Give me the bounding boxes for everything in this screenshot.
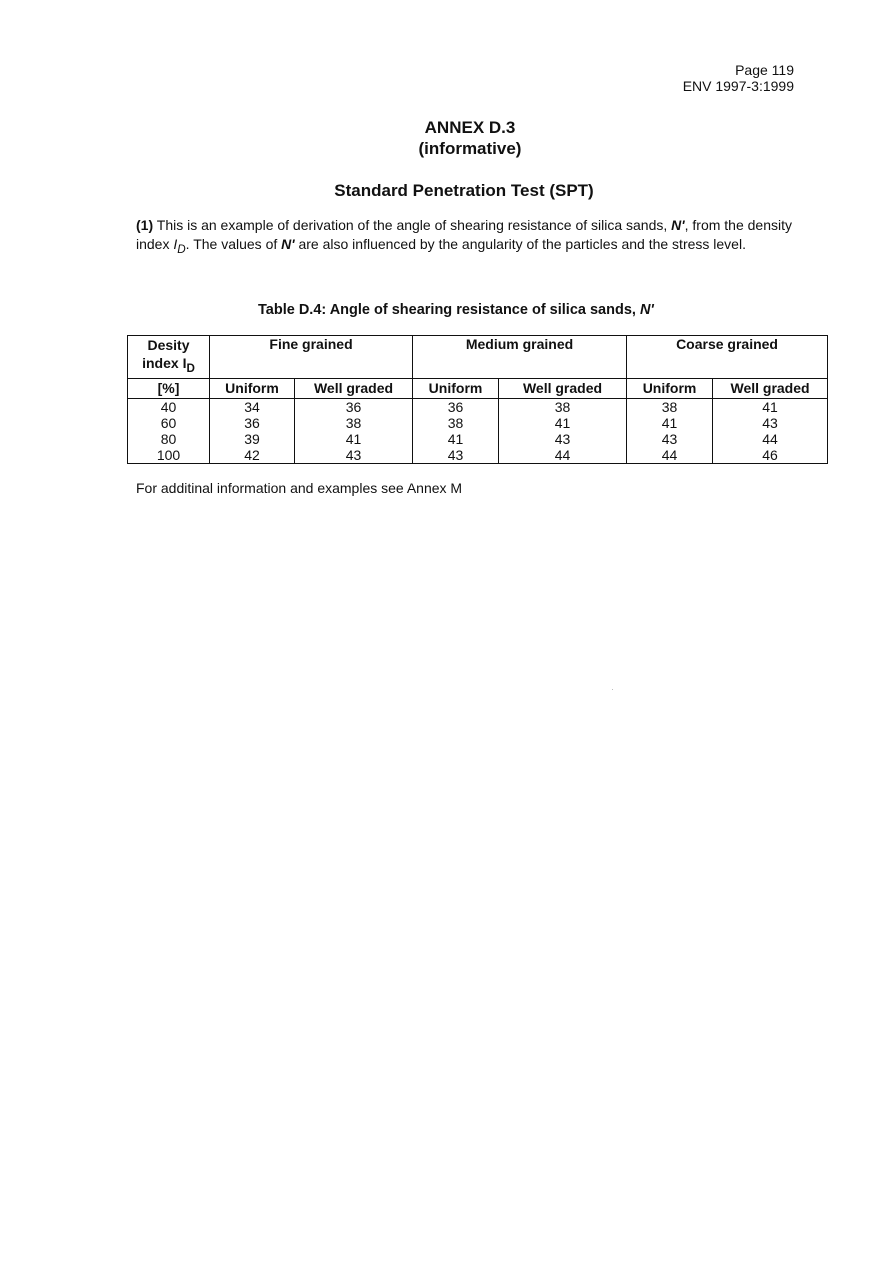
density-unit-header: [%] bbox=[128, 378, 210, 398]
density-index-symbol: I bbox=[173, 236, 178, 252]
table-caption-text: Table D.4: Angle of shearing resistance of silica sands, bbox=[258, 302, 640, 318]
table-cell: 44 bbox=[627, 447, 713, 464]
table-cell: 44 bbox=[713, 431, 828, 447]
table-cell: 39 bbox=[210, 431, 295, 447]
standard-reference: ENV 1997-3:1999 bbox=[682, 78, 794, 94]
group-header-fine: Fine grained bbox=[210, 336, 413, 379]
annex-title: ANNEX D.3 bbox=[424, 118, 516, 137]
table-cell: 34 bbox=[210, 398, 295, 415]
group-header-coarse: Coarse grained bbox=[627, 336, 828, 379]
annex-status: (informative) bbox=[418, 139, 522, 158]
subheader-medium-well-graded: Well graded bbox=[499, 378, 627, 398]
footer-note: For additinal information and examples see Annex M bbox=[136, 480, 463, 496]
table-cell: 41 bbox=[627, 415, 713, 431]
table-cell: 38 bbox=[499, 398, 627, 415]
subheader-coarse-uniform: Uniform bbox=[627, 378, 713, 398]
table-row bbox=[128, 447, 828, 464]
table-caption-phi: N' bbox=[639, 302, 654, 318]
scan-speck bbox=[612, 689, 613, 690]
table-cell: 60 bbox=[128, 415, 210, 431]
clause-number: (1) bbox=[136, 217, 154, 233]
table-cell: 43 bbox=[627, 431, 713, 447]
table-cell: 43 bbox=[295, 447, 413, 464]
table-cell: 44 bbox=[499, 447, 627, 464]
table-cell: 42 bbox=[210, 447, 295, 464]
shearing-resistance-table bbox=[127, 335, 828, 464]
intro-paragraph bbox=[136, 216, 796, 259]
table-cell: 46 bbox=[713, 447, 828, 464]
table-cell: 36 bbox=[413, 398, 499, 415]
table-row bbox=[128, 431, 828, 447]
subheader-fine-well-graded: Well graded bbox=[295, 378, 413, 398]
table-cell: 36 bbox=[210, 415, 295, 431]
intro-text-1: This is an example of derivation of the angle of shearing resistance of silica sands, bbox=[153, 217, 672, 233]
subheader-medium-uniform: Uniform bbox=[413, 378, 499, 398]
intro-text-4: are also influenced by the angularity of the particles and the stress level. bbox=[294, 236, 746, 252]
table-cell: 38 bbox=[413, 415, 499, 431]
density-index-header bbox=[128, 336, 210, 379]
phi-symbol: N' bbox=[671, 217, 685, 233]
table-row bbox=[128, 398, 828, 415]
table-cell: 40 bbox=[128, 398, 210, 415]
table-cell: 36 bbox=[295, 398, 413, 415]
page-header bbox=[683, 62, 794, 94]
table-cell: 43 bbox=[713, 415, 828, 431]
subheader-coarse-well-graded: Well graded bbox=[713, 378, 828, 398]
table-cell: 38 bbox=[295, 415, 413, 431]
section-title: Standard Penetration Test (SPT) bbox=[334, 181, 594, 200]
density-header-line2: index $I_D$ bbox=[142, 355, 195, 375]
subheader-fine-uniform: Uniform bbox=[210, 378, 295, 398]
density-index-subscript: D bbox=[177, 242, 186, 256]
table-cell: 41 bbox=[713, 398, 828, 415]
table-cell: 43 bbox=[499, 431, 627, 447]
table-row bbox=[128, 415, 828, 431]
table-cell: 41 bbox=[413, 431, 499, 447]
table-cell: 38 bbox=[627, 398, 713, 415]
annex-heading bbox=[0, 117, 893, 159]
table-cell: 41 bbox=[295, 431, 413, 447]
phi-symbol-2: N' bbox=[281, 236, 295, 252]
density-header-line1: Desity bbox=[147, 337, 190, 353]
intro-text-3: . The values of bbox=[185, 236, 282, 252]
table-caption bbox=[258, 302, 654, 318]
table-cell: 41 bbox=[499, 415, 627, 431]
group-header-medium: Medium grained bbox=[413, 336, 627, 379]
table-cell: 43 bbox=[413, 447, 499, 464]
table-cell: 100 bbox=[128, 447, 210, 464]
table-cell: 80 bbox=[128, 431, 210, 447]
intro-text-2: , from the density index bbox=[136, 217, 792, 252]
page-number: Page 119 bbox=[735, 62, 794, 78]
